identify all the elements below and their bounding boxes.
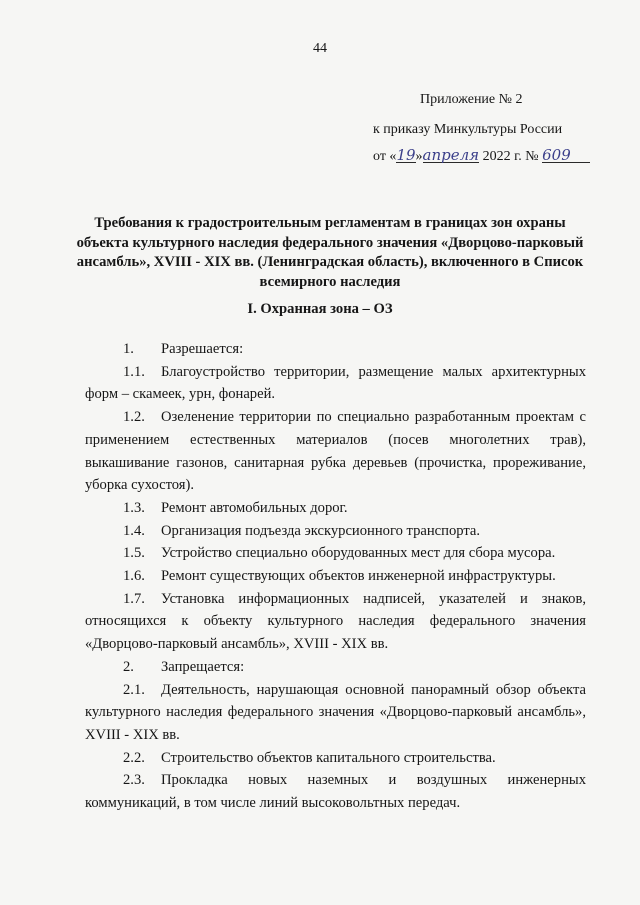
handwritten-order-number: 609 [542, 148, 590, 163]
paragraph [85, 565, 586, 588]
paragraph [85, 656, 586, 679]
paragraph-text: Ремонт существующих объектов инженерной инфраструктуры. [161, 568, 556, 585]
paragraph-text: Благоустройство территории, размещение малых архитектурных форм – скамеек, урн, фонарей. [85, 363, 586, 403]
paragraph-text: Ремонт автомобильных дорог. [161, 499, 348, 516]
paragraph-text: Озеленение территории по специально разработанным проектам с применением естественных материалов (посев многолетних трав), выкашивание газонов, санитарная рубка деревьев (прочистка, прореживание, уборка сухостоя). [85, 409, 586, 494]
handwritten-month: апреля [422, 146, 480, 164]
appendix-order-ref: к приказу Минкультуры России [373, 122, 563, 137]
page-number: 44 [313, 41, 327, 56]
paragraph-number: 1. [123, 341, 134, 357]
paragraph-number: 1.2. [123, 409, 145, 426]
paragraph [85, 406, 586, 497]
paragraph [85, 588, 586, 656]
paragraph-number: 2.2. [123, 749, 145, 766]
paragraph [85, 679, 586, 747]
paragraph-text: Строительство объектов капитального строительства. [161, 749, 496, 766]
date-prefix: от « [373, 149, 397, 164]
paragraph-number: 1.3. [123, 499, 145, 516]
paragraph-number: 2.3. [123, 772, 145, 789]
paragraph-text: Установка информационных надписей, указателей и знаков, относящихся к объекту культурного наследия федерального значения «Дворцово-парковый ансамбль», XVIII - XIX вв. [85, 590, 586, 653]
paragraph [85, 542, 586, 565]
paragraph-number: 1.5. [123, 545, 145, 562]
document-body [85, 338, 586, 815]
paragraph-number: 2.1. [123, 681, 145, 698]
date-suffix: 2022 г. № [479, 149, 543, 164]
paragraph-text: Устройство специально оборудованных мест для сбора мусора. [161, 545, 556, 562]
paragraph [85, 338, 586, 361]
document-title: Требования к градостроительным регламентам в границах зон охраны объекта культурного наследия федерального значения «Дворцово-парковый ансамбль», XVIII - XIX вв. (Ленинградская область), включенного в Список всемирного наследия [76, 215, 584, 290]
paragraph-text: Запрещается: [161, 658, 245, 675]
paragraph [85, 747, 586, 770]
paragraph-text: Прокладка новых наземных и воздушных инженерных коммуникаций, в том числе линий высоковольтных передач. [85, 772, 586, 812]
paragraph [85, 520, 586, 543]
paragraph-number: 1.6. [123, 568, 145, 585]
paragraph [85, 769, 586, 814]
paragraph-text: Организация подъезда экскурсионного транспорта. [161, 522, 481, 539]
section-title: I. Охранная зона – ОЗ [247, 301, 393, 317]
handwritten-day: 19 [396, 146, 416, 164]
paragraph-text: Деятельность, нарушающая основной панорамный обзор объекта культурного наследия федерального значения «Дворцово-парковый ансамбль», XVIII - XIX вв. [85, 681, 586, 743]
paragraph-number: 1.4. [123, 522, 145, 539]
paragraph [85, 497, 586, 520]
appendix-title: Приложение № 2 [420, 92, 523, 107]
paragraph-number: 1.1. [123, 363, 145, 380]
date-mid: » [415, 149, 423, 164]
paragraph-number: 1.7. [123, 590, 145, 607]
paragraph-text: Разрешается: [161, 341, 244, 357]
appendix-date-line [373, 148, 590, 165]
paragraph-number: 2. [123, 658, 134, 675]
paragraph [85, 361, 586, 406]
